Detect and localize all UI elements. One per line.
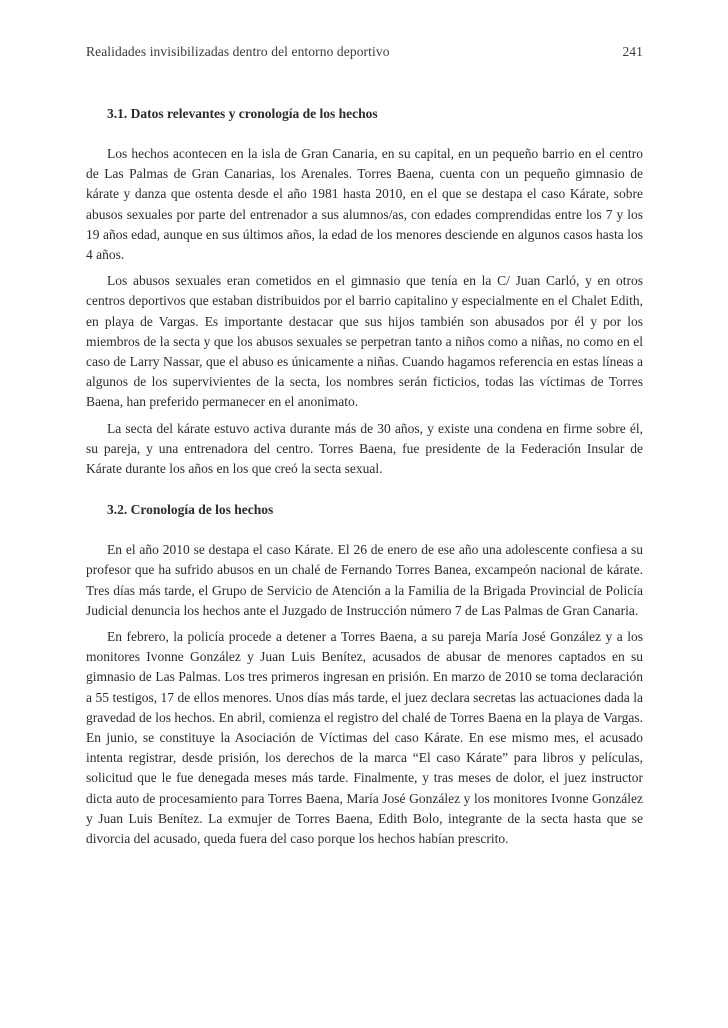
page-number: 241 bbox=[622, 44, 643, 59]
running-title: Realidades invisibilizadas dentro del entorno deportivo bbox=[86, 44, 390, 59]
paragraph: Los hechos acontecen en la isla de Gran Canaria, en su capital, en un pequeño barrio en el centro de Las Palmas de Gran Canarias, los Arenales. Torres Baena, cuenta con un pequeño gimnasio de kárate y danza que ostenta desde el año 1981 hasta 2010, en el que se destapa el caso Kárate, sobre abusos sexuales por parte del entrenador a sus alumnos/as, con edades comprendidas entre los 7 y los 19 años edad, aunque en sus últimos años, la edad de los menores desciende en algunos casos hasta los 4 años. bbox=[86, 146, 643, 263]
section-heading-3-1: 3.1. Datos relevantes y cronología de los hechos bbox=[107, 106, 378, 121]
running-header bbox=[86, 44, 643, 66]
paragraph: La secta del kárate estuvo activa durante más de 30 años, y existe una condena en firme sobre él, su pareja, y una entrenadora del centro. Torres Baena, fue presidente de la Federación Insular de Kárate durante los años en los que creó la secta sexual. bbox=[86, 420, 643, 477]
paragraph: En el año 2010 se destapa el caso Kárate. El 26 de enero de ese año una adolescente confiesa a su profesor que ha sufrido abusos en un chalé de Fernando Torres Banea, excampeón nacional de kárate. Tres días más tarde, el Grupo de Servicio de Atención a la Familia de la Brigada Provincial de Policía Judicial denuncia los hechos ante el Juzgado de Instrucción número 7 de Las Palmas de Gran Canaria. bbox=[86, 542, 643, 618]
paragraph: En febrero, la policía procede a detener a Torres Baena, a su pareja María José González y a los monitores Ivonne González y Juan Luis Benítez, acusados de abusar de menores captados en su gimnasio de Las Palmas. Los tres primeros ingresan en prisión. En marzo de 2010 se toma declaración a 55 testigos, 17 de ellos menores. Unos días más tarde, el juez declara secretas las actuaciones dada la gravedad de los hechos. En abril, comienza el registro del chalé de Torres Baena en la playa de Vargas. En junio, se constituye la Asociación de Víctimas del caso Kárate. En ese mismo mes, el acusado intenta registrar, desde prisión, los derechos de la marca “El caso Kárate” para libros y películas, solicitud que le fue denegada meses más tarde. Finalmente, y tras meses de dolor, el juez instructor dicta auto de procesamiento para Torres Baena, María José González y los monitores Ivonne González y Juan Luis Benítez. La exmujer de Torres Baena, Edith Bolo, integrante de la secta hasta que se divorcia del acusado, queda fuera del caso porque los hechos habían prescrito. bbox=[86, 629, 643, 847]
section-heading-3-2: 3.2. Cronología de los hechos bbox=[107, 502, 274, 518]
page bbox=[86, 44, 643, 855]
paragraph: Los abusos sexuales eran cometidos en el gimnasio que tenía en la C/ Juan Carló, y en otros centros deportivos que estaban distribuidos por el barrio capitalino y especialmente en el Chalet Edith, en playa de Vargas. Es importante destacar que sus hijos también son abusados por él y por los miembros de la secta y que los abusos sexuales se perpetran tanto a niños como a niñas, no como en el caso de Larry Nassar, que el abuso es únicamente a niñas. Cuando hagamos referencia en estas líneas a algunos de los supervivientes de la secta, los nombres serán ficticios, todas las víctimas de Torres Baena, han preferido permanecer en el anonimato. bbox=[86, 273, 643, 410]
